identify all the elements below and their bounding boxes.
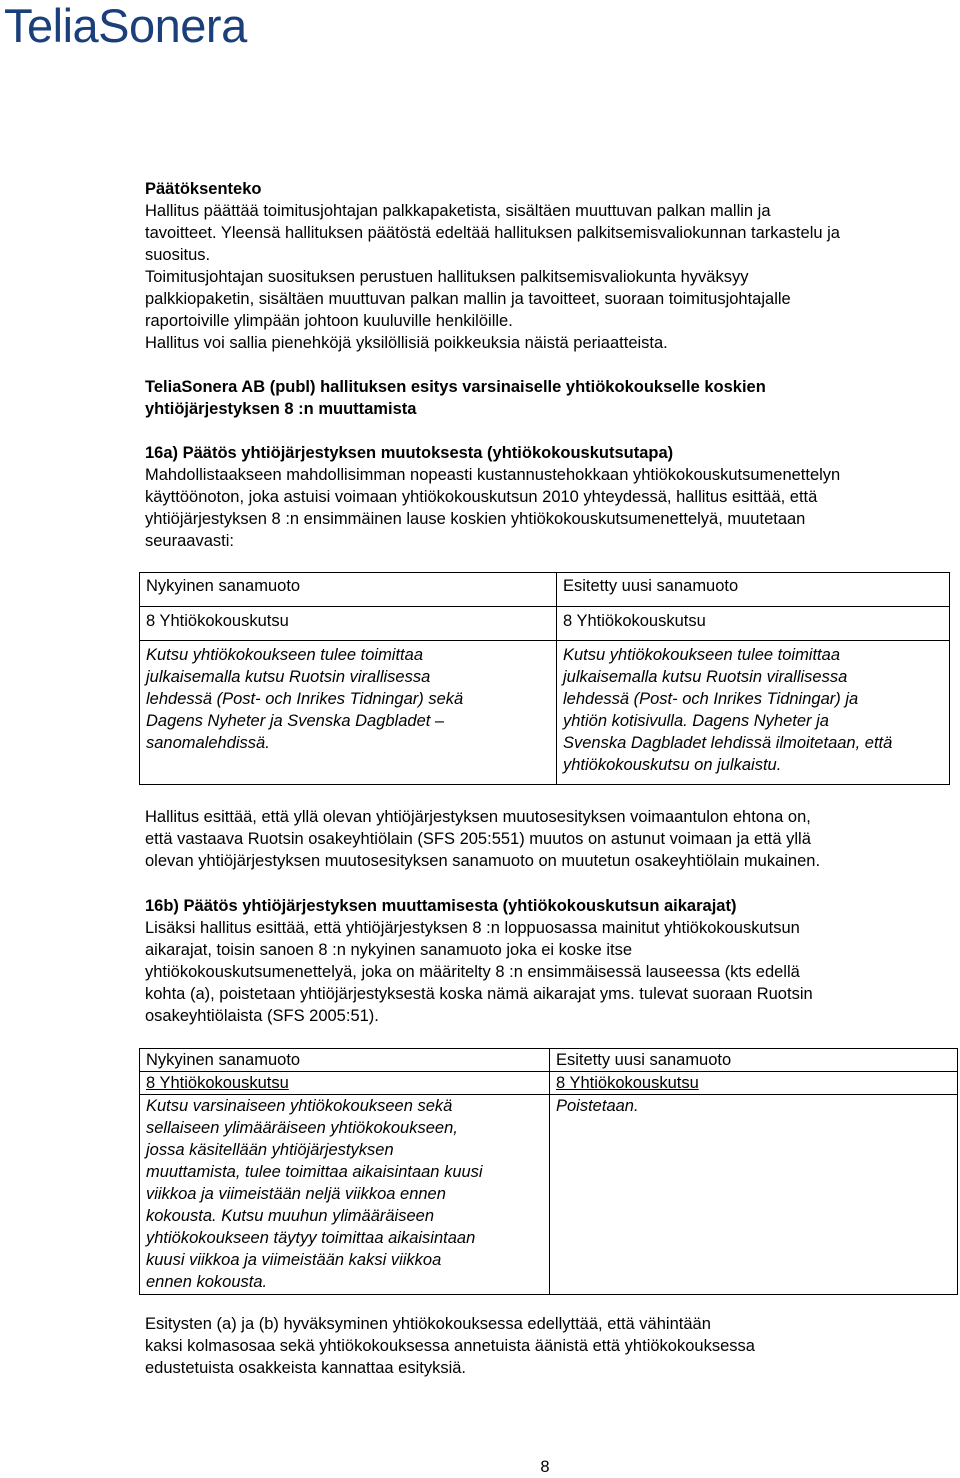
- section-16b-line: osakeyhtiölaista (SFS 2005:51).: [145, 1007, 379, 1025]
- table-16b-col2-header: Esitetty uusi sanamuoto: [550, 1049, 958, 1072]
- table-line: viikkoa ja viimeistään neljä viikkoa ennen: [146, 1185, 446, 1203]
- table-16b-col1-text: [140, 1095, 550, 1295]
- table-16a-col1-text: [140, 641, 557, 785]
- section-16a-line: Mahdollistaakseen mahdollisimman nopeasti kustannustehokkaan yhtiökokouskutsumenettelyn: [145, 466, 841, 484]
- table-line: lehdessä (Post- och Inrikes Tidningar) ja: [563, 690, 859, 708]
- table-line: sellaiseen ylimääräiseen yhtiökokoukseen,: [146, 1119, 458, 1137]
- section-16b-line: kohta (a), poistetaan yhtiöjärjestyksestä koska nämä aikarajat yms. tulevat suoraan Ruotsin: [145, 985, 813, 1003]
- table-16b-col2-section: 8 Yhtiökokouskutsu: [550, 1072, 958, 1095]
- table-16a-col2-section: [557, 607, 950, 641]
- table-16b-col1-header: Nykyinen sanamuoto: [140, 1049, 550, 1072]
- table-16a-col2-section-label: 8 Yhtiökokouskutsu: [563, 612, 706, 630]
- table-line: julkaisemalla kutsu Ruotsin virallisessa: [563, 668, 848, 686]
- table-16a-col1-section: [140, 607, 557, 641]
- section-16a: [145, 442, 945, 552]
- section-16a-line: seuraavasti:: [145, 532, 234, 550]
- decision-line: raportoiville ylimpään johtoon kuuluville henkilöille.: [145, 312, 513, 330]
- section-16a-after: [145, 806, 945, 872]
- table-line: Kutsu yhtiökokoukseen tulee toimittaa: [563, 646, 840, 664]
- table-line: jossa käsitellään yhtiöjärjestyksen: [146, 1141, 394, 1159]
- closing-section: [145, 1313, 945, 1379]
- page-number: 8: [540, 1458, 550, 1476]
- table-line: Kutsu yhtiökokoukseen tulee toimittaa: [146, 646, 423, 664]
- decision-line: Toimitusjohtajan suosituksen perustuen hallituksen palkitsemisvaliokunta hyväksyy: [145, 268, 749, 286]
- section-16a-after-line: Hallitus esittää, että yllä olevan yhtiöjärjestyksen muutosesityksen voimaantulon ehtona on,: [145, 808, 811, 826]
- section-16a-after-line: että vastaava Ruotsin osakeyhtiölain (SFS 205:551) muutos on astunut voimaan ja että yllä: [145, 830, 811, 848]
- section-16b-title: 16b) Päätös yhtiöjärjestyksen muuttamisesta (yhtiökokouskutsun aikarajat): [145, 897, 737, 915]
- closing-line: edustetuista osakkeista kannattaa esityksiä.: [145, 1359, 467, 1377]
- table-line: yhtiökokoukseen täytyy toimittaa aikaisintaan: [146, 1229, 476, 1247]
- table-16b: [139, 1048, 958, 1295]
- section-16b-line: yhtiökokouskutsumenettelyä, joka on määritelty 8 :n ensimmäisessä lauseessa (kts edellä: [145, 963, 800, 981]
- closing-line: Esitysten (a) ja (b) hyväksyminen yhtiökokouksessa edellyttää, että vähintään: [145, 1315, 711, 1333]
- closing-line: kaksi kolmasosaa sekä yhtiökokouksessa annetuista äänistä että yhtiökokouksessa: [145, 1337, 755, 1355]
- section-16b: [145, 895, 945, 1027]
- table-line: lehdessä (Post- och Inrikes Tidningar) sekä: [146, 690, 464, 708]
- table-16b-col2-text: [550, 1095, 958, 1295]
- section-16a-after-line: olevan yhtiöjärjestyksen muutosesityksen sanamuoto on muutetun osakeyhtiölain mukainen.: [145, 852, 821, 870]
- table-line: Svenska Dagbladet lehdissä ilmoitetaan, että: [563, 734, 893, 752]
- table-16b-col1-section: 8 Yhtiökokouskutsu: [140, 1072, 550, 1095]
- proposal-heading: [145, 376, 945, 420]
- table-line: Poistetaan.: [556, 1097, 639, 1115]
- table-16a: [139, 572, 950, 785]
- teliasonera-logo: TeliaSonera: [4, 0, 247, 52]
- table-line: Kutsu varsinaiseen yhtiökokoukseen sekä: [146, 1097, 453, 1115]
- section-16a-title: 16a) Päätös yhtiöjärjestyksen muutoksesta (yhtiökokouskutsutapa): [145, 444, 674, 462]
- decision-line: Hallitus päättää toimitusjohtajan palkkapaketista, sisältäen muuttuvan palkan mallin ja: [145, 202, 771, 220]
- table-16a-col1-section-label: 8 Yhtiökokouskutsu: [146, 612, 289, 630]
- table-line: Dagens Nyheter ja Svenska Dagbladet –: [146, 712, 445, 730]
- table-16a-col2-text: [557, 641, 950, 785]
- table-line: sanomalehdissä.: [146, 734, 270, 752]
- decision-line: palkkiopaketin, sisältäen muuttuvan palkan mallin ja tavoitteet, suoraan toimitusjohtajalle: [145, 290, 791, 308]
- decision-line: Hallitus voi sallia pienehköjä yksilöllisiä poikkeuksia näistä periaatteista.: [145, 334, 668, 352]
- decision-line: suositus.: [145, 246, 211, 264]
- table-line: yhtiön kotisivulla. Dagens Nyheter ja: [563, 712, 829, 730]
- table-16a-col2-header: Esitetty uusi sanamuoto: [557, 573, 950, 607]
- decision-section: [145, 178, 945, 354]
- section-16b-line: Lisäksi hallitus esittää, että yhtiöjärjestyksen 8 :n loppuosassa mainitut yhtiökokouskutsun: [145, 919, 800, 937]
- section-16b-line: aikarajat, toisin sanoen 8 :n nykyinen sanamuoto joka ei koske itse: [145, 941, 633, 959]
- decision-title: Päätöksenteko: [145, 180, 262, 198]
- proposal-heading-line: yhtiöjärjestyksen 8 :n muuttamista: [145, 400, 417, 418]
- table-line: muuttamista, tulee toimittaa aikaisintaan kuusi: [146, 1163, 483, 1181]
- section-16a-line: käyttöönoton, joka astuisi voimaan yhtiökokouskutsun 2010 yhteydessä, hallitus esittää, että: [145, 488, 818, 506]
- table-16a-col1-header: Nykyinen sanamuoto: [140, 573, 557, 607]
- table-line: kokousta. Kutsu muuhun ylimääräiseen: [146, 1207, 434, 1225]
- table-line: yhtiökokouskutsu on julkaistu.: [563, 756, 782, 774]
- table-line: kuusi viikkoa ja viimeistään kaksi viikkoa: [146, 1251, 442, 1269]
- table-line: ennen kokousta.: [146, 1273, 268, 1291]
- table-line: julkaisemalla kutsu Ruotsin virallisessa: [146, 668, 431, 686]
- section-16a-line: yhtiöjärjestyksen 8 :n ensimmäinen lause koskien yhtiökokouskutsumenettelyä, muutetaan: [145, 510, 806, 528]
- proposal-heading-line: TeliaSonera AB (publ) hallituksen esitys varsinaiselle yhtiökokoukselle koskien: [145, 378, 766, 396]
- decision-line: tavoitteet. Yleensä hallituksen päätöstä edeltää hallituksen palkitsemisvaliokunnan tarkastelu ja: [145, 224, 840, 242]
